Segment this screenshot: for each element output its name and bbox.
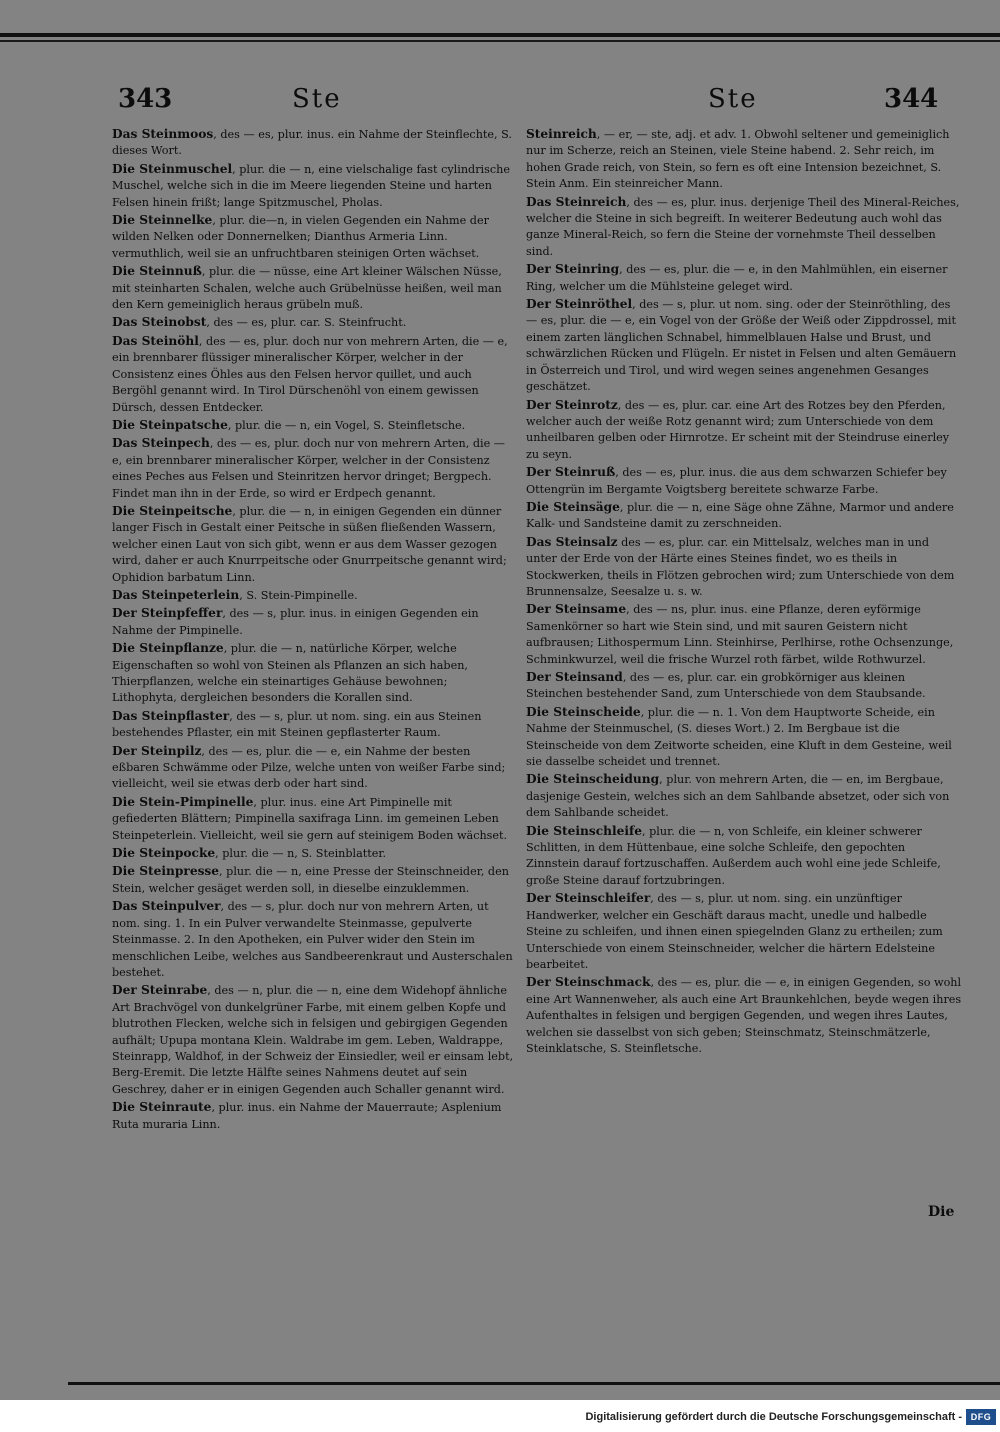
entry-definition: , des — ns, plur. inus. eine Pflanze, deren eyförmige Samenkörner so hart wie Stein sind, und mit sauren Geistern nicht aufbrausen; Lithospermum Linn. Steinhirse, Perlhirse, rothe Ochsenzunge, Schminkwurzel, weil die frische Wurzel roth färbet, wilde Rothwurzel. xyxy=(526,603,954,666)
entry-headword: Das Steinsalz xyxy=(526,534,618,549)
entry-definition: , des — es, plur. inus. derjenige Theil des Mineral-Reiches, welcher die Steine in sich begreift. In weiterer Bedeutung auch wohl das ganze Mineral-Reich, so fern die Steine der vornehmste Theil desselben sind. xyxy=(526,195,960,258)
dictionary-entry xyxy=(112,503,514,586)
dictionary-entry xyxy=(112,161,514,211)
top-border-rule xyxy=(0,33,1000,37)
right-column xyxy=(526,126,962,1058)
dictionary-entry xyxy=(112,126,514,160)
entry-definition: , des — es, plur. car. S. Steinfrucht. xyxy=(206,316,407,330)
dictionary-entry xyxy=(112,898,514,981)
entry-definition: , plur. inus. ein Nahme der Mauerraute; Asplenium Ruta muraria Linn. xyxy=(112,1101,502,1131)
entry-headword: Die Steinnuß xyxy=(112,264,202,279)
entry-headword: Der Steinpfeffer xyxy=(112,606,223,621)
dictionary-entry xyxy=(526,601,962,668)
dictionary-entry xyxy=(112,982,514,1098)
entry-headword: Steinreich xyxy=(526,127,597,141)
entry-headword: Die Steinschleife xyxy=(526,823,643,838)
dictionary-entry xyxy=(526,261,962,295)
page-number-left: 343 xyxy=(118,84,173,114)
entry-headword: Das Steinobst xyxy=(112,315,207,330)
entry-headword: Der Steinschmack xyxy=(526,975,651,990)
entry-definition: , plur. von mehrern Arten, die — en, im Bergbaue, dasjenige Gestein, welches sich an dem Sahlbande absetzet, oder sich von dem Sahlbande scheidet. xyxy=(526,773,950,820)
entry-definition: , plur. die — n, ein Vogel, S. Steinfletsche. xyxy=(227,418,466,432)
dictionary-entry xyxy=(112,708,514,742)
entry-definition: , des — n, plur. die — n, eine dem Widehopf ähnliche Art Brachvögel von dunkelgrüner Farbe, mit einem gelben Kopfe und blutrothen Flecken, welche sich in felsigen und gebirgigen Gegenden aufhält; Upupa montana Klein. Waldrabe im gem. Leben, Waldrappe, Steinrapp, Waldhof, in der Schweiz der Einsiedler, weil er einsam lebt, Berg-Eremit. Die letzte Hälfte seines Nahmens deutet auf sein Geschrey, daher er in einigen Gegenden auch Schaller genannt wird. xyxy=(112,984,514,1096)
dictionary-entry xyxy=(526,669,962,703)
entry-headword: Das Steinreich xyxy=(526,194,627,209)
dictionary-entry xyxy=(112,314,514,331)
entry-headword: Die Steinraute xyxy=(112,1100,212,1115)
entry-definition: , plur. die — n, eine Presse der Steinschneider, den Stein, welcher gesäget werden soll, in dieselbe einzuklemmen. xyxy=(112,865,509,895)
entry-definition: , des — es, plur. inus. ein Nahme der Steinflechte, S. dieses Wort. xyxy=(112,128,512,158)
entry-definition: des — es, plur. car. ein Mittelsalz, welches man in und unter der Erde von der Härte eines Steines findet, wo es theils in Stockwerken, theils in Flötzen gebrochen wird; zum Unterschiede von dem Brunnensalze, Seesalze u. s. w. xyxy=(526,535,955,598)
dictionary-entry xyxy=(526,823,962,890)
dictionary-entry xyxy=(112,212,514,262)
entry-headword: Der Steinpilz xyxy=(112,743,202,758)
entry-definition: , S. Stein-Pimpinelle. xyxy=(239,588,358,602)
dictionary-entry xyxy=(526,771,962,821)
entry-definition: , plur. die — n, S. Steinblatter. xyxy=(215,847,387,861)
dictionary-entry xyxy=(526,499,962,533)
entry-headword: Der Steinsame xyxy=(526,602,627,617)
running-head-left: Ste xyxy=(292,84,342,114)
dictionary-entry xyxy=(526,194,962,261)
entry-headword: Die Steinscheidung xyxy=(526,772,660,787)
entry-headword: Der Steinrotz xyxy=(526,397,618,412)
entry-headword: Das Steinmoos xyxy=(112,127,214,141)
entry-definition: , des — s, plur. ut nom. sing. ein aus Steinen bestehendes Pflaster, ein mit Steinen gepflasterter Raum. xyxy=(112,709,482,740)
dictionary-entry xyxy=(526,464,962,498)
entry-headword: Der Steinschleifer xyxy=(526,891,651,906)
entry-headword: Die Steinpocke xyxy=(112,846,216,861)
dfg-logo: DFG xyxy=(966,1409,996,1425)
footer-bar xyxy=(0,1400,1000,1432)
entry-definition: , des — es, plur. inus. die aus dem schwarzen Schiefer bey Ottengrün im Bergamte Voigtsberg bereitete schwarze Farbe. xyxy=(526,466,947,496)
dictionary-entry xyxy=(526,296,962,395)
funding-note: Digitalisierung gefördert durch die Deutsche Forschungsgemeinschaft - xyxy=(585,1411,962,1423)
entry-definition: , des — s, plur. ut nom. sing. oder der Steinröthling, des — es, plur. die — e, ein Vogel von der Größe der Weiß oder Zippdrossel, mit einem zarten länglichen Schnabel, himmelblauen Halse und Brust, und schwärzlichen Rücken und Flügeln. Er nistet in Felsen und alten Gemäuern in Österreich und Tirol, und wird wegen seines angenehmen Gesanges geschätzet. xyxy=(526,298,957,394)
dictionary-entry xyxy=(112,263,514,313)
running-head-right: Ste xyxy=(708,84,758,114)
entry-definition: , plur. die — n, eine vielschalige fast cylindrische Muschel, welche sich in die im Meere liegenden Steine und harten Felsen hinein frißt; lange Spitzmuschel, Pholas. xyxy=(112,162,510,209)
entry-definition: , plur. inus. eine Art Pimpinelle mit gefiederten Blättern; Pimpinella saxifraga Linn. im gemeinen Leben Steinpeterlein. Vielleicht, weil sie gern auf steinigem Boden wächset. xyxy=(112,795,508,842)
entry-headword: Die Steinnelke xyxy=(112,213,213,228)
entry-headword: Die Steinsäge xyxy=(526,499,620,514)
entry-headword: Der Steinruß xyxy=(526,465,616,480)
entry-definition: , des — es, plur. die — e, in einigen Gegenden, so wohl eine Art Wannenweher, als auch eine Art Braunkehlchen, beyde wegen ihres Aufenthaltes in felsigen und bergigen Gegenden, und wegen ihres Lautes, welchen sie dasselbst von sich geben; Steinschmatz, Steinschmätzerle, Steinklatsche, S. Steinfletsche. xyxy=(526,976,962,1055)
entry-headword: Das Steinpeterlein xyxy=(112,587,240,602)
entry-headword: Der Steinring xyxy=(526,262,620,277)
entry-definition: , plur. die — n, natürliche Körper, welche Eigenschaften so wohl von Steinen als Pflanzen an sich haben, Thierpflanzen, welche ein steinartiges Gehäuse bewohnen; Lithophyta, dergleichen besonders die Korallen sind. xyxy=(112,642,468,705)
entry-headword: Der Steinrabe xyxy=(112,983,208,998)
dictionary-entry xyxy=(526,126,962,193)
entry-definition: , des — s, plur. inus. in einigen Gegenden ein Nahme der Pimpinelle. xyxy=(112,607,479,637)
page-number-right: 344 xyxy=(884,84,939,114)
entry-definition: , plur. die — n, von Schleife, ein kleiner schwerer Schlitten, in dem Hüttenbaue, eine solche Schleife, den gepochten Zinnstein darauf fortzuschaffen. Außerdem auch wohl eine jede Schleife, große Steine darauf fortzubringen. xyxy=(526,824,941,887)
entry-headword: Das Steinpech xyxy=(112,436,210,451)
entry-definition: , des — es, plur. die — e, ein Nahme der besten eßbaren Schwämme oder Pilze, welche unten von weißer Farbe sind; vielleicht, weil sie etwas derb oder hart sind. xyxy=(112,744,506,791)
dictionary-entry xyxy=(112,333,514,416)
entry-definition: , plur. die — n, in einigen Gegenden ein dünner langer Fisch in Gestalt einer Peitsche in süßen fließenden Wassern, welcher einen Laut von sich gibt, wenn er aus dem Wasser gezogen wird, daher er auch Knurrpeitsche oder Gnurrpeitsche genannt wird; Ophidion barbatum Linn. xyxy=(112,504,507,584)
entry-definition: , plur. die — nüsse, eine Art kleiner Wälschen Nüsse, mit steinharten Schalen, welche auch Grübelnüsse heißen, weil man den Kern gemeiniglich heraus grübeln muß. xyxy=(112,265,502,312)
entry-definition: , — er, — ste, adj. et adv. 1. Obwohl seltener und gemeiniglich nur im Scherze, reich an Steinen, viele Steine habend. 2. Sehr reich, im hohen Grade reich, von Stein, so fern es oft eine Intension bezeichnet, S. Stein Anm. Ein steinreicher Mann. xyxy=(526,128,950,191)
entry-headword: Die Steinpflanze xyxy=(112,641,224,656)
dictionary-entry xyxy=(112,417,514,434)
dictionary-entry xyxy=(526,704,962,771)
entry-definition: , plur. die — n. 1. Von dem Hauptworte Scheide, ein Nahme der Steinmuschel, (S. dieses Wort.) 2. Im Bergbaue ist die Steinscheide von dem Zeitworte scheiden, eine Kluft in dem Gesteine, weil sie dasselbe scheidet und trennet. xyxy=(526,705,952,769)
dictionary-entry xyxy=(112,794,514,844)
entry-headword: Die Steinpresse xyxy=(112,864,220,879)
entry-definition: , des — es, plur. die — e, in den Mahlmühlen, ein eiserner Ring, welcher um die Mühlsteine geleget wird. xyxy=(526,263,948,293)
dictionary-entry xyxy=(112,845,514,862)
entry-definition: , plur. die—n, in vielen Gegenden ein Nahme der wilden Nelken oder Donnernelken; Dianthus Armeria Linn. vermuthlich, weil sie an unfruchtbaren steinigen Orten wächset. xyxy=(112,214,489,260)
entry-headword: Die Steinscheide xyxy=(526,704,641,719)
entry-headword: Der Steinröthel xyxy=(526,297,633,312)
entry-headword: Das Steinöhl xyxy=(112,333,199,348)
entry-definition: , des — s, plur. doch nur von mehrern Arten, ut nom. sing. 1. In ein Pulver verwandelte Steinmasse, gepulverte Steinmasse. 2. In den Apotheken, ein Pulver wider den Stein im menschlichen Leibe, welches aus Sandbeerenkraut und Austerschalen bestehet. xyxy=(112,900,513,979)
entry-definition: , des — es, plur. doch nur von mehrern Arten, die — e, ein brennbarer flüssiger mineralischer Körper, welcher in der Consistenz eines Öhles aus den Felsen hervor quillet, und auch Bergöhl genannt wird. In Tirol Dürschenöhl von einem gewissen Dürsch, dessen Entdecker. xyxy=(112,334,508,414)
entry-definition: , des — es, plur. car. ein grobkörniger aus kleinen Steinchen bestehender Sand, zum Unterschiede von dem Staubsande. xyxy=(526,671,926,701)
dictionary-entry xyxy=(526,534,962,601)
dictionary-entry xyxy=(112,640,514,707)
entry-headword: Die Stein-Pimpinelle xyxy=(112,794,254,809)
dictionary-entry xyxy=(112,743,514,793)
top-border-rule-thin xyxy=(0,40,1000,42)
dictionary-entry xyxy=(526,890,962,973)
dictionary-entry xyxy=(112,863,514,897)
catchword: Die xyxy=(928,1204,955,1220)
dictionary-entry xyxy=(526,397,962,464)
left-column xyxy=(112,126,514,1134)
entry-definition: , des — s, plur. ut nom. sing. ein unzünftiger Handwerker, welcher ein Geschäft daraus macht, unedle und halbedle Steine zu schleifen, und ihnen einen spiegelnden Glanz zu ertheilen; zum Unterschiede von einem Steinschneider, welcher die härtern Edelsteine bearbeitet. xyxy=(526,892,943,971)
entry-definition: , des — es, plur. doch nur von mehrern Arten, die — e, ein brennbarer mineralischer Körper, welcher in der Consistenz eines Peches aus Felsen und Steinritzen hervor dringet; Bergpech. Findet man ihn in der Erde, so wird er Erdpech genannt. xyxy=(112,437,505,500)
entry-headword: Die Steinmuschel xyxy=(112,161,233,176)
entry-headword: Der Steinsand xyxy=(526,670,623,684)
dictionary-entry xyxy=(112,435,514,502)
dictionary-entry xyxy=(112,1099,514,1133)
entry-headword: Die Steinpeitsche xyxy=(112,503,233,518)
entry-headword: Das Steinpulver xyxy=(112,899,221,914)
entry-headword: Die Steinpatsche xyxy=(112,417,228,432)
entry-headword: Das Steinpflaster xyxy=(112,708,230,723)
dictionary-entry xyxy=(112,587,514,604)
dictionary-entry xyxy=(112,605,514,639)
dictionary-entry xyxy=(526,974,962,1057)
entry-definition: , plur. die — n, eine Säge ohne Zähne, Marmor und andere Kalk- und Sandsteine damit zu zerschneiden. xyxy=(526,500,954,531)
bottom-border-rule xyxy=(68,1382,1000,1385)
entry-definition: , des — es, plur. car. eine Art des Rotzes bey den Pferden, welcher auch der weiße Rotz genannt wird; zum Unterschiede von dem unheilbaren gelben oder Hirnrotze. Er scheint mit der Steindruse einerley zu seyn. xyxy=(526,398,950,461)
